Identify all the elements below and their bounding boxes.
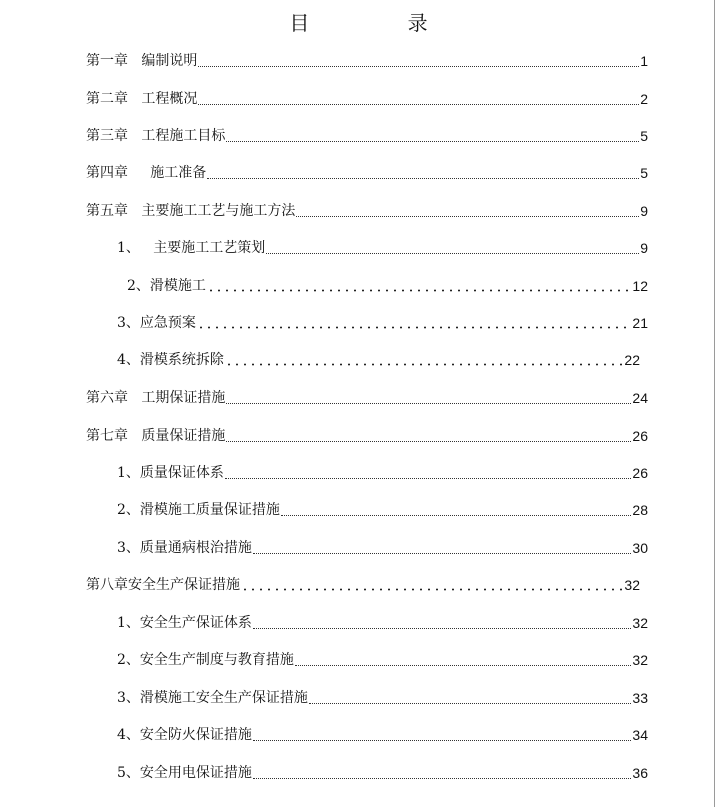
- toc-dot-leader: [226, 439, 631, 442]
- toc-dot-leader: [266, 251, 639, 254]
- toc-page-number: 1: [640, 53, 648, 69]
- toc-entry-label: 第五章 主要施工工艺与施工方法: [86, 203, 296, 219]
- toc-page-number: 9: [640, 240, 648, 256]
- toc-entry-chapter-7[interactable]: [86, 425, 648, 445]
- toc-dot-leader: [207, 289, 632, 292]
- toc-dot-leader: [207, 176, 639, 179]
- toc-dot-leader: [225, 363, 624, 366]
- toc-page-number: 5: [640, 165, 648, 181]
- toc-dot-leader: [197, 326, 632, 329]
- toc-page-number: 2: [640, 91, 648, 107]
- toc-entry-label: 第七章 质量保证措施: [86, 428, 226, 444]
- toc-dot-leader: [309, 701, 632, 704]
- toc-dot-leader: [198, 102, 639, 105]
- toc-page-number: 26: [632, 428, 648, 444]
- toc-dot-leader: [226, 139, 639, 142]
- toc-page-number: 12: [632, 278, 648, 294]
- toc-page-number: 32: [624, 577, 640, 593]
- toc-entry-section-5-4[interactable]: [117, 349, 640, 369]
- toc-entry-label: 第八章安全生产保证措施: [86, 577, 240, 593]
- toc-page-number: 28: [632, 502, 648, 518]
- page-edge: [714, 0, 715, 807]
- toc-entry-label: 3、应急预案: [117, 315, 196, 331]
- toc-entry-section-8-2[interactable]: [117, 649, 648, 669]
- toc-entry-section-8-4[interactable]: [117, 724, 648, 744]
- toc-dot-leader: [296, 214, 639, 217]
- toc-page-number: 32: [632, 652, 648, 668]
- toc-dot-leader: [253, 776, 632, 779]
- toc-entry-section-8-3[interactable]: [117, 687, 648, 707]
- toc-entry-chapter-5[interactable]: [86, 200, 648, 220]
- toc-page-number: 30: [632, 540, 648, 556]
- toc-page-number: 34: [632, 727, 648, 743]
- toc-entry-label: 2、滑模施工: [127, 278, 206, 294]
- toc-entry-section-7-2[interactable]: [117, 499, 648, 519]
- toc-entry-label: 2、滑模施工质量保证措施: [117, 502, 280, 518]
- toc-page-number: 21: [632, 315, 648, 331]
- toc-dot-leader: [253, 738, 632, 741]
- toc-entry-label: 1、安全生产保证体系: [117, 615, 252, 631]
- toc-dot-leader: [253, 551, 632, 554]
- toc-entry-section-8-1[interactable]: [117, 612, 648, 632]
- toc-page-number: 9: [640, 203, 648, 219]
- toc-entry-label: 2、安全生产制度与教育措施: [117, 652, 294, 668]
- toc-page-number: 24: [632, 390, 648, 406]
- toc-entry-section-7-1[interactable]: [117, 462, 648, 482]
- toc-entry-chapter-2[interactable]: [86, 88, 648, 108]
- toc-dot-leader: [198, 64, 639, 67]
- toc-entry-label: 第四章 施工准备: [86, 165, 207, 181]
- toc-entry-label: 第三章 工程施工目标: [86, 128, 226, 144]
- toc-entry-section-5-2[interactable]: [127, 275, 648, 295]
- toc-entry-label: 5、安全用电保证措施: [117, 765, 252, 781]
- toc-dot-leader: [253, 626, 632, 629]
- toc-entry-chapter-4[interactable]: [86, 162, 648, 182]
- toc-entry-label: 第六章 工期保证措施: [86, 390, 226, 406]
- toc-entry-section-5-1[interactable]: [117, 237, 648, 257]
- toc-dot-leader: [295, 663, 632, 666]
- toc-page-number: 26: [632, 465, 648, 481]
- toc-entry-label: 3、质量通病根治措施: [117, 540, 252, 556]
- toc-entry-label: 1、质量保证体系: [117, 465, 224, 481]
- toc-entry-section-5-3[interactable]: [117, 312, 648, 332]
- toc-dot-leader: [226, 401, 631, 404]
- toc-page-number: 32: [632, 615, 648, 631]
- toc-title: 目 录: [289, 11, 474, 35]
- toc-entry-label: 3、滑模施工安全生产保证措施: [117, 690, 308, 706]
- toc-entry-label: 4、安全防火保证措施: [117, 727, 252, 743]
- toc-entry-label: 第一章 编制说明: [86, 53, 198, 69]
- toc-dot-leader: [241, 588, 623, 591]
- toc-entry-section-7-3[interactable]: [117, 537, 648, 557]
- toc-page-number: 22: [624, 352, 640, 368]
- toc-entry-chapter-3[interactable]: [86, 125, 648, 145]
- toc-entry-label: 1、 主要施工工艺策划: [117, 240, 266, 256]
- toc-entry-chapter-8[interactable]: [86, 574, 640, 594]
- toc-dot-leader: [225, 476, 632, 479]
- toc-page-number: 33: [632, 690, 648, 706]
- toc-page-number: 5: [640, 128, 648, 144]
- toc-page-number: 36: [632, 765, 648, 781]
- toc-entry-label: 4、滑模系统拆除: [117, 352, 224, 368]
- toc-dot-leader: [281, 513, 632, 516]
- toc-entry-section-8-5[interactable]: [117, 762, 648, 782]
- toc-entry-label: 第二章 工程概况: [86, 91, 198, 107]
- toc-entry-chapter-6[interactable]: [86, 387, 648, 407]
- toc-entry-chapter-1[interactable]: [86, 50, 648, 70]
